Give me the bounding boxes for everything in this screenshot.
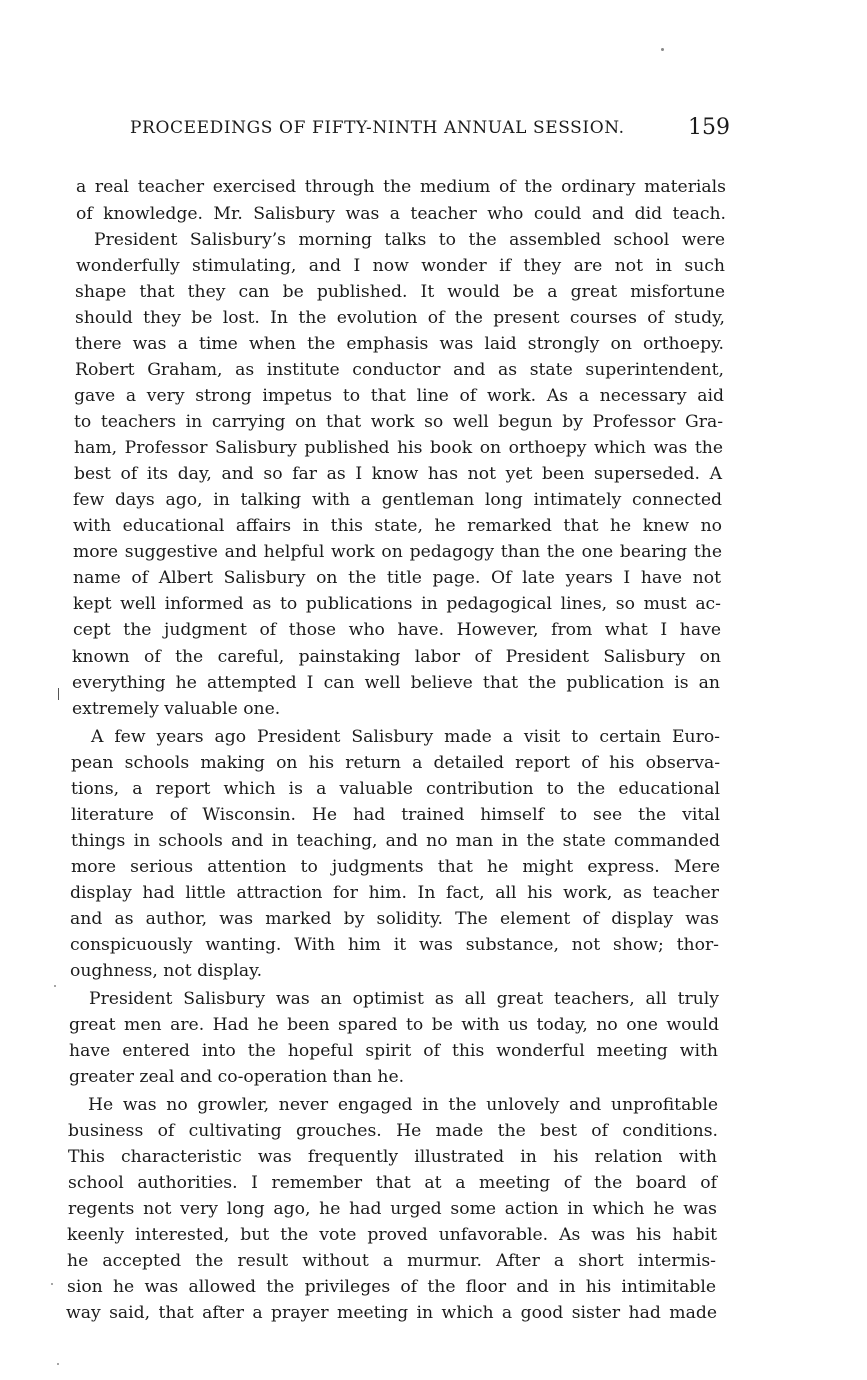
- text-line: This characteristic was frequently illustrated in his relation with: [68, 1147, 717, 1167]
- text-line: known of the careful, painstaking labor of President Salisbury on: [72, 647, 721, 667]
- text-line: extremely valuable one.: [72, 699, 281, 719]
- text-line: more suggestive and helpful work on pedagogy than the one bearing the: [73, 542, 722, 562]
- running-title: PROCEEDINGS OF FIFTY-NINTH ANNUAL SESSION.: [130, 118, 625, 138]
- text-line: sion he was allowed the privileges of the floor and in his intimitable: [67, 1277, 716, 1297]
- text-line: pean schools making on his return a detailed report of his observa-: [71, 753, 720, 773]
- paper-speck: [54, 985, 56, 987]
- text-line: with educational affairs in this state, he remarked that he knew no: [73, 516, 722, 536]
- text-line: more serious attention to judgments that he might express. Mere: [71, 857, 720, 877]
- text-line: Robert Graham, as institute conductor and as state superintendent,: [75, 360, 724, 380]
- paper-speck: [661, 48, 664, 51]
- text-line: should they be lost. In the evolution of the present courses of study,: [75, 308, 725, 328]
- text-line: have entered into the hopeful spirit of this wonderful meeting with: [69, 1041, 718, 1061]
- text-line: way said, that after a prayer meeting in which a good sister had made: [66, 1303, 717, 1323]
- text-line: school authorities. I remember that at a meeting of the board of: [68, 1173, 717, 1193]
- text-line: shape that they can be published. It would be a great misfortune: [75, 282, 725, 302]
- text-line: A few years ago President Salisbury made a visit to certain Euro-: [91, 727, 720, 747]
- paper-speck: [57, 1363, 59, 1365]
- text-line: greater zeal and co-operation than he.: [69, 1067, 405, 1087]
- page-number: 159: [688, 115, 730, 140]
- text-line: kept well informed as to publications in pedagogical lines, so must ac-: [73, 594, 721, 614]
- text-line: conspicuously wanting. With him it was substance, not show; thor-: [70, 935, 719, 955]
- text-line: great men are. Had he been spared to be with us today, no one would: [69, 1015, 719, 1035]
- text-line: there was a time when the emphasis was laid strongly on orthoepy.: [75, 334, 724, 354]
- text-line: oughness, not display.: [70, 961, 263, 981]
- text-line: of knowledge. Mr. Salisbury was a teacher who could and did teach.: [76, 204, 726, 224]
- text-line: business of cultivating grouches. He made the best of conditions.: [68, 1121, 718, 1141]
- text-line: everything he attempted I can well believe that the publication is an: [72, 673, 720, 693]
- text-line: a real teacher exercised through the medium of the ordinary materials: [76, 177, 726, 197]
- text-line: tions, a report which is a valuable contribution to the educational: [71, 779, 720, 799]
- paper-speck: [51, 1283, 53, 1285]
- text-line: literature of Wisconsin. He had trained himself to see the vital: [71, 805, 720, 825]
- text-line: things in schools and in teaching, and no man in the state commanded: [71, 831, 720, 851]
- text-line: President Salisbury was an optimist as all great teachers, all truly: [89, 989, 719, 1009]
- text-line: to teachers in carrying on that work so well begun by Professor Gra-: [74, 412, 723, 432]
- text-line: name of Albert Salisbury on the title page. Of late years I have not: [73, 568, 721, 588]
- text-line: wonderfully stimulating, and I now wonder if they are not in such: [76, 256, 725, 276]
- text-line: keenly interested, but the vote proved unfavorable. As was his habit: [67, 1225, 717, 1245]
- text-line: ham, Professor Salisbury published his book on orthoepy which was the: [74, 438, 723, 458]
- text-line: and as author, was marked by solidity. The element of display was: [70, 909, 719, 929]
- text-line: best of its day, and so far as I know has not yet been superseded. A: [74, 464, 722, 484]
- text-line: President Salisbury’s morning talks to the assembled school were: [94, 230, 725, 250]
- text-line: he accepted the result without a murmur. After a short intermis-: [67, 1251, 716, 1271]
- text-line: few days ago, in talking with a gentleman long intimately connected: [73, 490, 722, 510]
- text-line: display had little attraction for him. In fact, all his work, as teacher: [70, 883, 719, 903]
- text-line: regents not very long ago, he had urged some action in which he was: [68, 1199, 717, 1219]
- text-line: He was no growler, never engaged in the unlovely and unprofitable: [88, 1095, 718, 1115]
- text-line: gave a very strong impetus to that line of work. As a necessary aid: [74, 386, 724, 406]
- text-line: cept the judgment of those who have. However, from what I have: [73, 620, 721, 640]
- paper-speck: [58, 688, 59, 700]
